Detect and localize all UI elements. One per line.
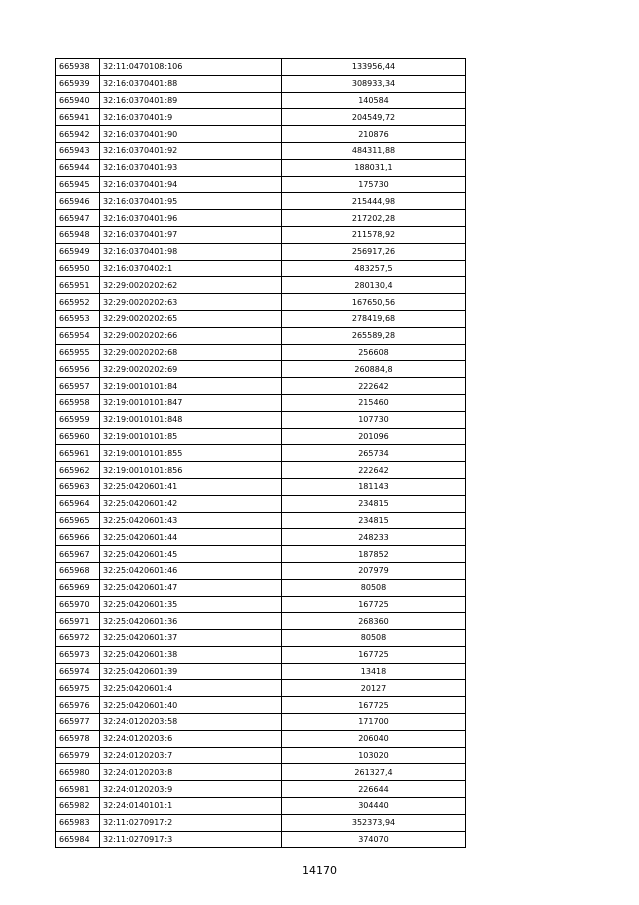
row-id-cell: 665978: [56, 730, 100, 747]
cadastral-number-cell: 32:16:0370401:96: [100, 210, 282, 227]
table-body: [56, 59, 466, 848]
cadastral-number-cell: 32:19:0010101:85: [100, 428, 282, 445]
row-id-cell: 665981: [56, 781, 100, 798]
row-id-cell: 665939: [56, 75, 100, 92]
value-cell: 265734: [282, 445, 466, 462]
cadastral-number-cell: 32:25:0420601:47: [100, 579, 282, 596]
cadastral-number-cell: 32:29:0020202:62: [100, 277, 282, 294]
row-id-cell: 665966: [56, 529, 100, 546]
row-id-cell: 665950: [56, 260, 100, 277]
cadastral-number-cell: 32:29:0020202:68: [100, 344, 282, 361]
table-row: [56, 310, 466, 327]
cadastral-number-cell: 32:25:0420601:45: [100, 546, 282, 563]
table-row: [56, 361, 466, 378]
row-id-cell: 665970: [56, 596, 100, 613]
row-id-cell: 665940: [56, 92, 100, 109]
table-row: [56, 277, 466, 294]
table-row: [56, 680, 466, 697]
value-cell: 308933,34: [282, 75, 466, 92]
value-cell: 226644: [282, 781, 466, 798]
value-cell: 207979: [282, 562, 466, 579]
row-id-cell: 665946: [56, 193, 100, 210]
data-table: [55, 58, 466, 848]
value-cell: 483257,5: [282, 260, 466, 277]
table-row: [56, 596, 466, 613]
table-row: [56, 109, 466, 126]
row-id-cell: 665982: [56, 798, 100, 815]
table-row: [56, 428, 466, 445]
value-cell: 374070: [282, 831, 466, 848]
table-row: [56, 579, 466, 596]
row-id-cell: 665971: [56, 613, 100, 630]
row-id-cell: 665972: [56, 630, 100, 647]
row-id-cell: 665980: [56, 764, 100, 781]
value-cell: 256917,26: [282, 243, 466, 260]
cadastral-number-cell: 32:11:0470108:106: [100, 59, 282, 76]
row-id-cell: 665963: [56, 478, 100, 495]
table-row: [56, 764, 466, 781]
row-id-cell: 665964: [56, 495, 100, 512]
row-id-cell: 665949: [56, 243, 100, 260]
table-row: [56, 562, 466, 579]
cadastral-number-cell: 32:16:0370401:90: [100, 126, 282, 143]
table-row: [56, 478, 466, 495]
table-row: [56, 344, 466, 361]
row-id-cell: 665948: [56, 226, 100, 243]
cadastral-number-cell: 32:16:0370401:88: [100, 75, 282, 92]
value-cell: 278419,68: [282, 310, 466, 327]
cadastral-number-cell: 32:25:0420601:35: [100, 596, 282, 613]
value-cell: 234815: [282, 512, 466, 529]
value-cell: 304440: [282, 798, 466, 815]
value-cell: 187852: [282, 546, 466, 563]
table-row: [56, 445, 466, 462]
value-cell: 167725: [282, 646, 466, 663]
cadastral-number-cell: 32:19:0010101:847: [100, 394, 282, 411]
table-row: [56, 159, 466, 176]
cadastral-number-cell: 32:24:0120203:9: [100, 781, 282, 798]
value-cell: 167725: [282, 697, 466, 714]
row-id-cell: 665974: [56, 663, 100, 680]
table-row: [56, 411, 466, 428]
value-cell: 80508: [282, 630, 466, 647]
value-cell: 261327,4: [282, 764, 466, 781]
value-cell: 181143: [282, 478, 466, 495]
cadastral-number-cell: 32:29:0020202:63: [100, 294, 282, 311]
table-row: [56, 176, 466, 193]
value-cell: 204549,72: [282, 109, 466, 126]
row-id-cell: 665947: [56, 210, 100, 227]
row-id-cell: 665954: [56, 327, 100, 344]
table-row: [56, 781, 466, 798]
table-row: [56, 243, 466, 260]
table-row: [56, 378, 466, 395]
table-row: [56, 394, 466, 411]
table-row: [56, 529, 466, 546]
value-cell: 222642: [282, 462, 466, 479]
value-cell: 215444,98: [282, 193, 466, 210]
value-cell: 280130,4: [282, 277, 466, 294]
value-cell: 175730: [282, 176, 466, 193]
value-cell: 215460: [282, 394, 466, 411]
value-cell: 256608: [282, 344, 466, 361]
cadastral-number-cell: 32:24:0120203:58: [100, 714, 282, 731]
table-row: [56, 663, 466, 680]
cadastral-number-cell: 32:25:0420601:42: [100, 495, 282, 512]
value-cell: 80508: [282, 579, 466, 596]
table-row: [56, 697, 466, 714]
row-id-cell: 665944: [56, 159, 100, 176]
table-row: [56, 630, 466, 647]
cadastral-number-cell: 32:19:0010101:84: [100, 378, 282, 395]
row-id-cell: 665977: [56, 714, 100, 731]
row-id-cell: 665952: [56, 294, 100, 311]
cadastral-number-cell: 32:25:0420601:46: [100, 562, 282, 579]
cadastral-number-cell: 32:11:0270917:2: [100, 814, 282, 831]
table-row: [56, 546, 466, 563]
table-row: [56, 747, 466, 764]
row-id-cell: 665945: [56, 176, 100, 193]
value-cell: 222642: [282, 378, 466, 395]
row-id-cell: 665941: [56, 109, 100, 126]
row-id-cell: 665958: [56, 394, 100, 411]
cadastral-number-cell: 32:11:0270917:3: [100, 831, 282, 848]
value-cell: 484311,88: [282, 142, 466, 159]
cadastral-number-cell: 32:19:0010101:848: [100, 411, 282, 428]
cadastral-number-cell: 32:24:0120203:8: [100, 764, 282, 781]
value-cell: 206040: [282, 730, 466, 747]
value-cell: 201096: [282, 428, 466, 445]
cadastral-number-cell: 32:29:0020202:69: [100, 361, 282, 378]
row-id-cell: 665983: [56, 814, 100, 831]
cadastral-number-cell: 32:16:0370401:92: [100, 142, 282, 159]
table-row: [56, 193, 466, 210]
value-cell: 268360: [282, 613, 466, 630]
cadastral-number-cell: 32:25:0420601:41: [100, 478, 282, 495]
table-row: [56, 512, 466, 529]
value-cell: 188031,1: [282, 159, 466, 176]
cadastral-number-cell: 32:16:0370401:89: [100, 92, 282, 109]
value-cell: 167650,56: [282, 294, 466, 311]
cadastral-number-cell: 32:19:0010101:856: [100, 462, 282, 479]
table-row: [56, 260, 466, 277]
table-row: [56, 714, 466, 731]
cadastral-number-cell: 32:29:0020202:66: [100, 327, 282, 344]
row-id-cell: 665979: [56, 747, 100, 764]
row-id-cell: 665942: [56, 126, 100, 143]
row-id-cell: 665973: [56, 646, 100, 663]
page-number: 14170: [302, 864, 337, 877]
value-cell: 107730: [282, 411, 466, 428]
cadastral-number-cell: 32:16:0370401:95: [100, 193, 282, 210]
cadastral-number-cell: 32:29:0020202:65: [100, 310, 282, 327]
table-row: [56, 92, 466, 109]
value-cell: 167725: [282, 596, 466, 613]
row-id-cell: 665967: [56, 546, 100, 563]
cadastral-number-cell: 32:25:0420601:36: [100, 613, 282, 630]
row-id-cell: 665976: [56, 697, 100, 714]
cadastral-number-cell: 32:25:0420601:38: [100, 646, 282, 663]
row-id-cell: 665951: [56, 277, 100, 294]
value-cell: 234815: [282, 495, 466, 512]
cadastral-number-cell: 32:16:0370401:98: [100, 243, 282, 260]
row-id-cell: 665965: [56, 512, 100, 529]
table-row: [56, 294, 466, 311]
value-cell: 352373,94: [282, 814, 466, 831]
row-id-cell: 665975: [56, 680, 100, 697]
cadastral-number-cell: 32:24:0140101:1: [100, 798, 282, 815]
row-id-cell: 665955: [56, 344, 100, 361]
value-cell: 260884,8: [282, 361, 466, 378]
cadastral-number-cell: 32:24:0120203:6: [100, 730, 282, 747]
value-cell: 211578,92: [282, 226, 466, 243]
table-row: [56, 210, 466, 227]
cadastral-number-cell: 32:25:0420601:37: [100, 630, 282, 647]
table-row: [56, 831, 466, 848]
row-id-cell: 665960: [56, 428, 100, 445]
row-id-cell: 665953: [56, 310, 100, 327]
row-id-cell: 665961: [56, 445, 100, 462]
value-cell: 248233: [282, 529, 466, 546]
table-row: [56, 495, 466, 512]
table-row: [56, 462, 466, 479]
row-id-cell: 665956: [56, 361, 100, 378]
cadastral-number-cell: 32:16:0370402:1: [100, 260, 282, 277]
row-id-cell: 665938: [56, 59, 100, 76]
row-id-cell: 665968: [56, 562, 100, 579]
row-id-cell: 665943: [56, 142, 100, 159]
table-row: [56, 613, 466, 630]
cadastral-number-cell: 32:25:0420601:39: [100, 663, 282, 680]
value-cell: 265589,28: [282, 327, 466, 344]
row-id-cell: 665984: [56, 831, 100, 848]
table-row: [56, 126, 466, 143]
table-row: [56, 646, 466, 663]
table-row: [56, 59, 466, 76]
value-cell: 133956,44: [282, 59, 466, 76]
row-id-cell: 665957: [56, 378, 100, 395]
table-row: [56, 226, 466, 243]
row-id-cell: 665969: [56, 579, 100, 596]
value-cell: 171700: [282, 714, 466, 731]
table-row: [56, 327, 466, 344]
value-cell: 103020: [282, 747, 466, 764]
cadastral-number-cell: 32:16:0370401:94: [100, 176, 282, 193]
table-row: [56, 142, 466, 159]
cadastral-number-cell: 32:19:0010101:855: [100, 445, 282, 462]
table-row: [56, 814, 466, 831]
table-row: [56, 730, 466, 747]
value-cell: 140584: [282, 92, 466, 109]
cadastral-number-cell: 32:24:0120203:7: [100, 747, 282, 764]
cadastral-number-cell: 32:16:0370401:9: [100, 109, 282, 126]
row-id-cell: 665962: [56, 462, 100, 479]
cadastral-number-cell: 32:25:0420601:4: [100, 680, 282, 697]
table-row: [56, 798, 466, 815]
cadastral-number-cell: 32:25:0420601:43: [100, 512, 282, 529]
value-cell: 13418: [282, 663, 466, 680]
cadastral-number-cell: 32:16:0370401:93: [100, 159, 282, 176]
value-cell: 210876: [282, 126, 466, 143]
table-row: [56, 75, 466, 92]
cadastral-number-cell: 32:25:0420601:44: [100, 529, 282, 546]
value-cell: 20127: [282, 680, 466, 697]
cadastral-number-cell: 32:25:0420601:40: [100, 697, 282, 714]
value-cell: 217202,28: [282, 210, 466, 227]
cadastral-number-cell: 32:16:0370401:97: [100, 226, 282, 243]
row-id-cell: 665959: [56, 411, 100, 428]
